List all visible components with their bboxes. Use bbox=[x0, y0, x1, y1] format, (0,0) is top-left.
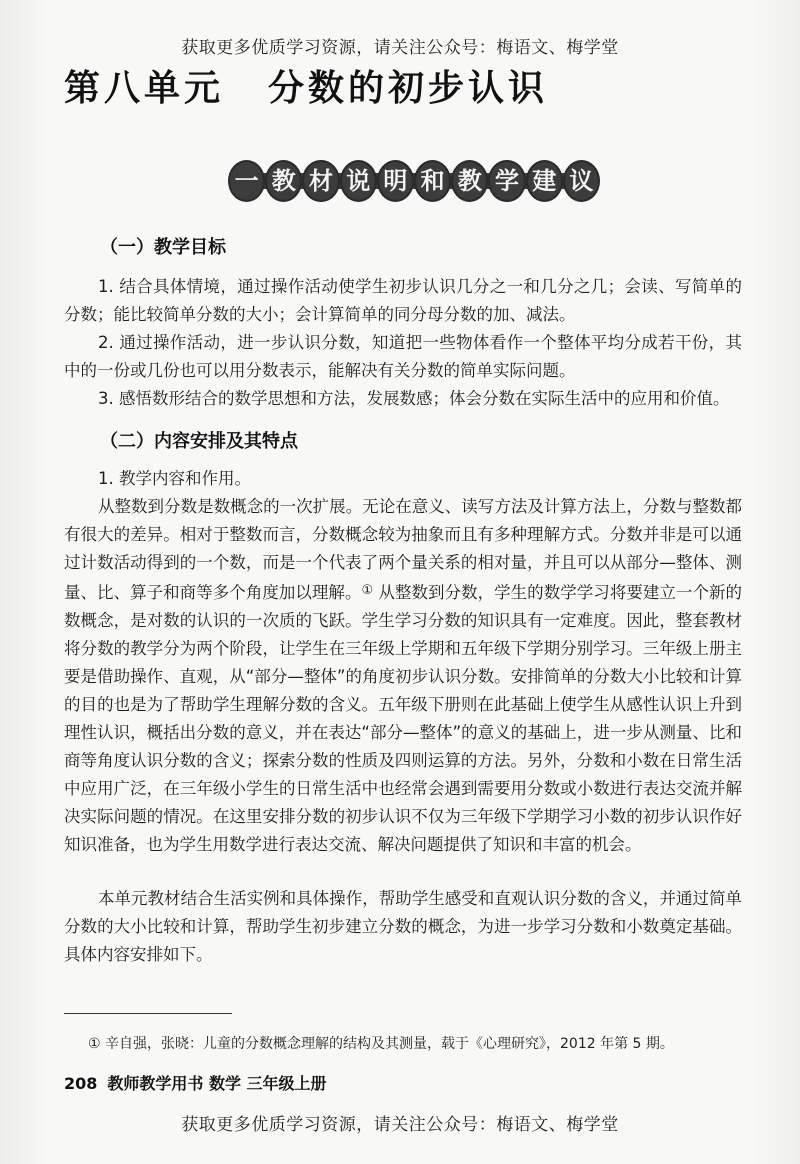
section-banner-char: 明 bbox=[377, 160, 414, 202]
unit-number: 第八单元 bbox=[64, 67, 225, 109]
section-banner-chars bbox=[228, 158, 600, 204]
content-heading: （二）内容安排及其特点 bbox=[100, 431, 298, 452]
unit-title bbox=[64, 60, 548, 111]
section-banner-char: 教 bbox=[265, 160, 302, 202]
section-banner-char: 学 bbox=[488, 160, 525, 202]
page-footer bbox=[64, 1071, 327, 1094]
watermark-top: 获取更多优质学习资源，请关注公众号：梅语文、梅学堂 bbox=[181, 38, 619, 58]
content-item-1: 1. 教学内容和作用。 bbox=[98, 469, 251, 488]
footnote-rule bbox=[64, 1013, 232, 1014]
unit-name: 分数的初步认识 bbox=[268, 67, 549, 109]
content-paragraph-2: 本单元教材结合生活实例和具体操作，帮助学生感受和直观认识分数的含义，并通过简单分数的大小比较和计算，帮助学生初步建立分数的概念，为进一步学习分数和小数奠定基础。具体内容安排如下。 bbox=[64, 889, 742, 964]
goal-item-2: 2. 通过操作活动，进一步认识分数，知道把一些物体看作一个整体平均分成若干份，其中的一份或几份也可以用分数表示，能解决有关分数的简单实际问题。 bbox=[64, 333, 742, 380]
watermark-bottom: 获取更多优质学习资源，请关注公众号：梅语文、梅学堂 bbox=[181, 1115, 619, 1135]
book-title: 教师教学用书 数学 三年级上册 bbox=[107, 1074, 327, 1093]
footnote-marker[interactable]: ① bbox=[361, 583, 374, 598]
section-banner-char: 一 bbox=[228, 160, 265, 202]
section-banner-char: 建 bbox=[526, 160, 563, 202]
footnote: ① 辛自强，张晓：儿童的分数概念理解的结构及其测量，载于《心理研究》，2012 年第 5 期。 bbox=[88, 1036, 674, 1052]
section-banner-char: 和 bbox=[414, 160, 451, 202]
section-banner-char: 说 bbox=[340, 160, 377, 202]
goals-heading: （一）教学目标 bbox=[100, 237, 226, 258]
content-paragraph-1-part-b: 从整数到分数，学生的数学学习将要建立一个新的数概念，是对数的认识的一次质的飞跃。学生学习分数的知识具有一定难度。因此，整套教材将分数的教学分为两个阶段，让学生在三年级上学期和五年级下学期分别学习。三年级上册主要是借助操作、直观，从“部分—整体”的角度初步认识分数。安排简单的分数大小比较和计算的目的也是为了帮助学生理解分数的含义。五年级下册则在此基础上使学生从感性认识上升到理性认识，概括出分数的意义，并在表达“部分—整体”的意义的基础上，进一步从测量、比和商等角度认识分数的含义；探索分数的性质及四则运算的方法。另外，分数和小数在日常生活中应用广泛，在三年级小学生的日常生活中也经常会遇到需要用分数或小数进行表达交流并解决实际问题的情况。在这里安排分数的初步认识不仅为三年级下学期学习小数的初步认识作好知识准备，也为学生用数学进行表达交流、解决问题提供了知识和丰富的机会。 bbox=[64, 583, 743, 854]
section-banner-char: 教 bbox=[451, 160, 488, 202]
page-number: 208 bbox=[64, 1074, 98, 1093]
section-banner-char: 材 bbox=[302, 160, 339, 202]
section-banner bbox=[228, 158, 600, 204]
section-banner-char: 议 bbox=[563, 160, 600, 202]
content-paragraph-1 bbox=[64, 493, 742, 859]
content-paragraph-1-part-a: 从整数到分数是数概念的一次扩展。无论在意义、读写方法及计算方法上，分数与整数都有很大的差异。相对于整数而言，分数概念较为抽象而且有多种理解方式。分数并非是可以通过计数活动得到的一个数，而是一个代表了两个量关系的相对量，并且可以从部分—整体、测量、比、算子和商等多个角度加以理解。 bbox=[64, 497, 742, 602]
goal-item-3: 3. 感悟数形结合的数学思想和方法，发展数感；体会分数在实际生活中的应用和价值。 bbox=[98, 389, 730, 408]
goal-item-1: 1. 结合具体情境，通过操作活动使学生初步认识几分之一和几分之几；会读、写简单的分数；能比较简单分数的大小；会计算简单的同分母分数的加、减法。 bbox=[64, 277, 742, 324]
